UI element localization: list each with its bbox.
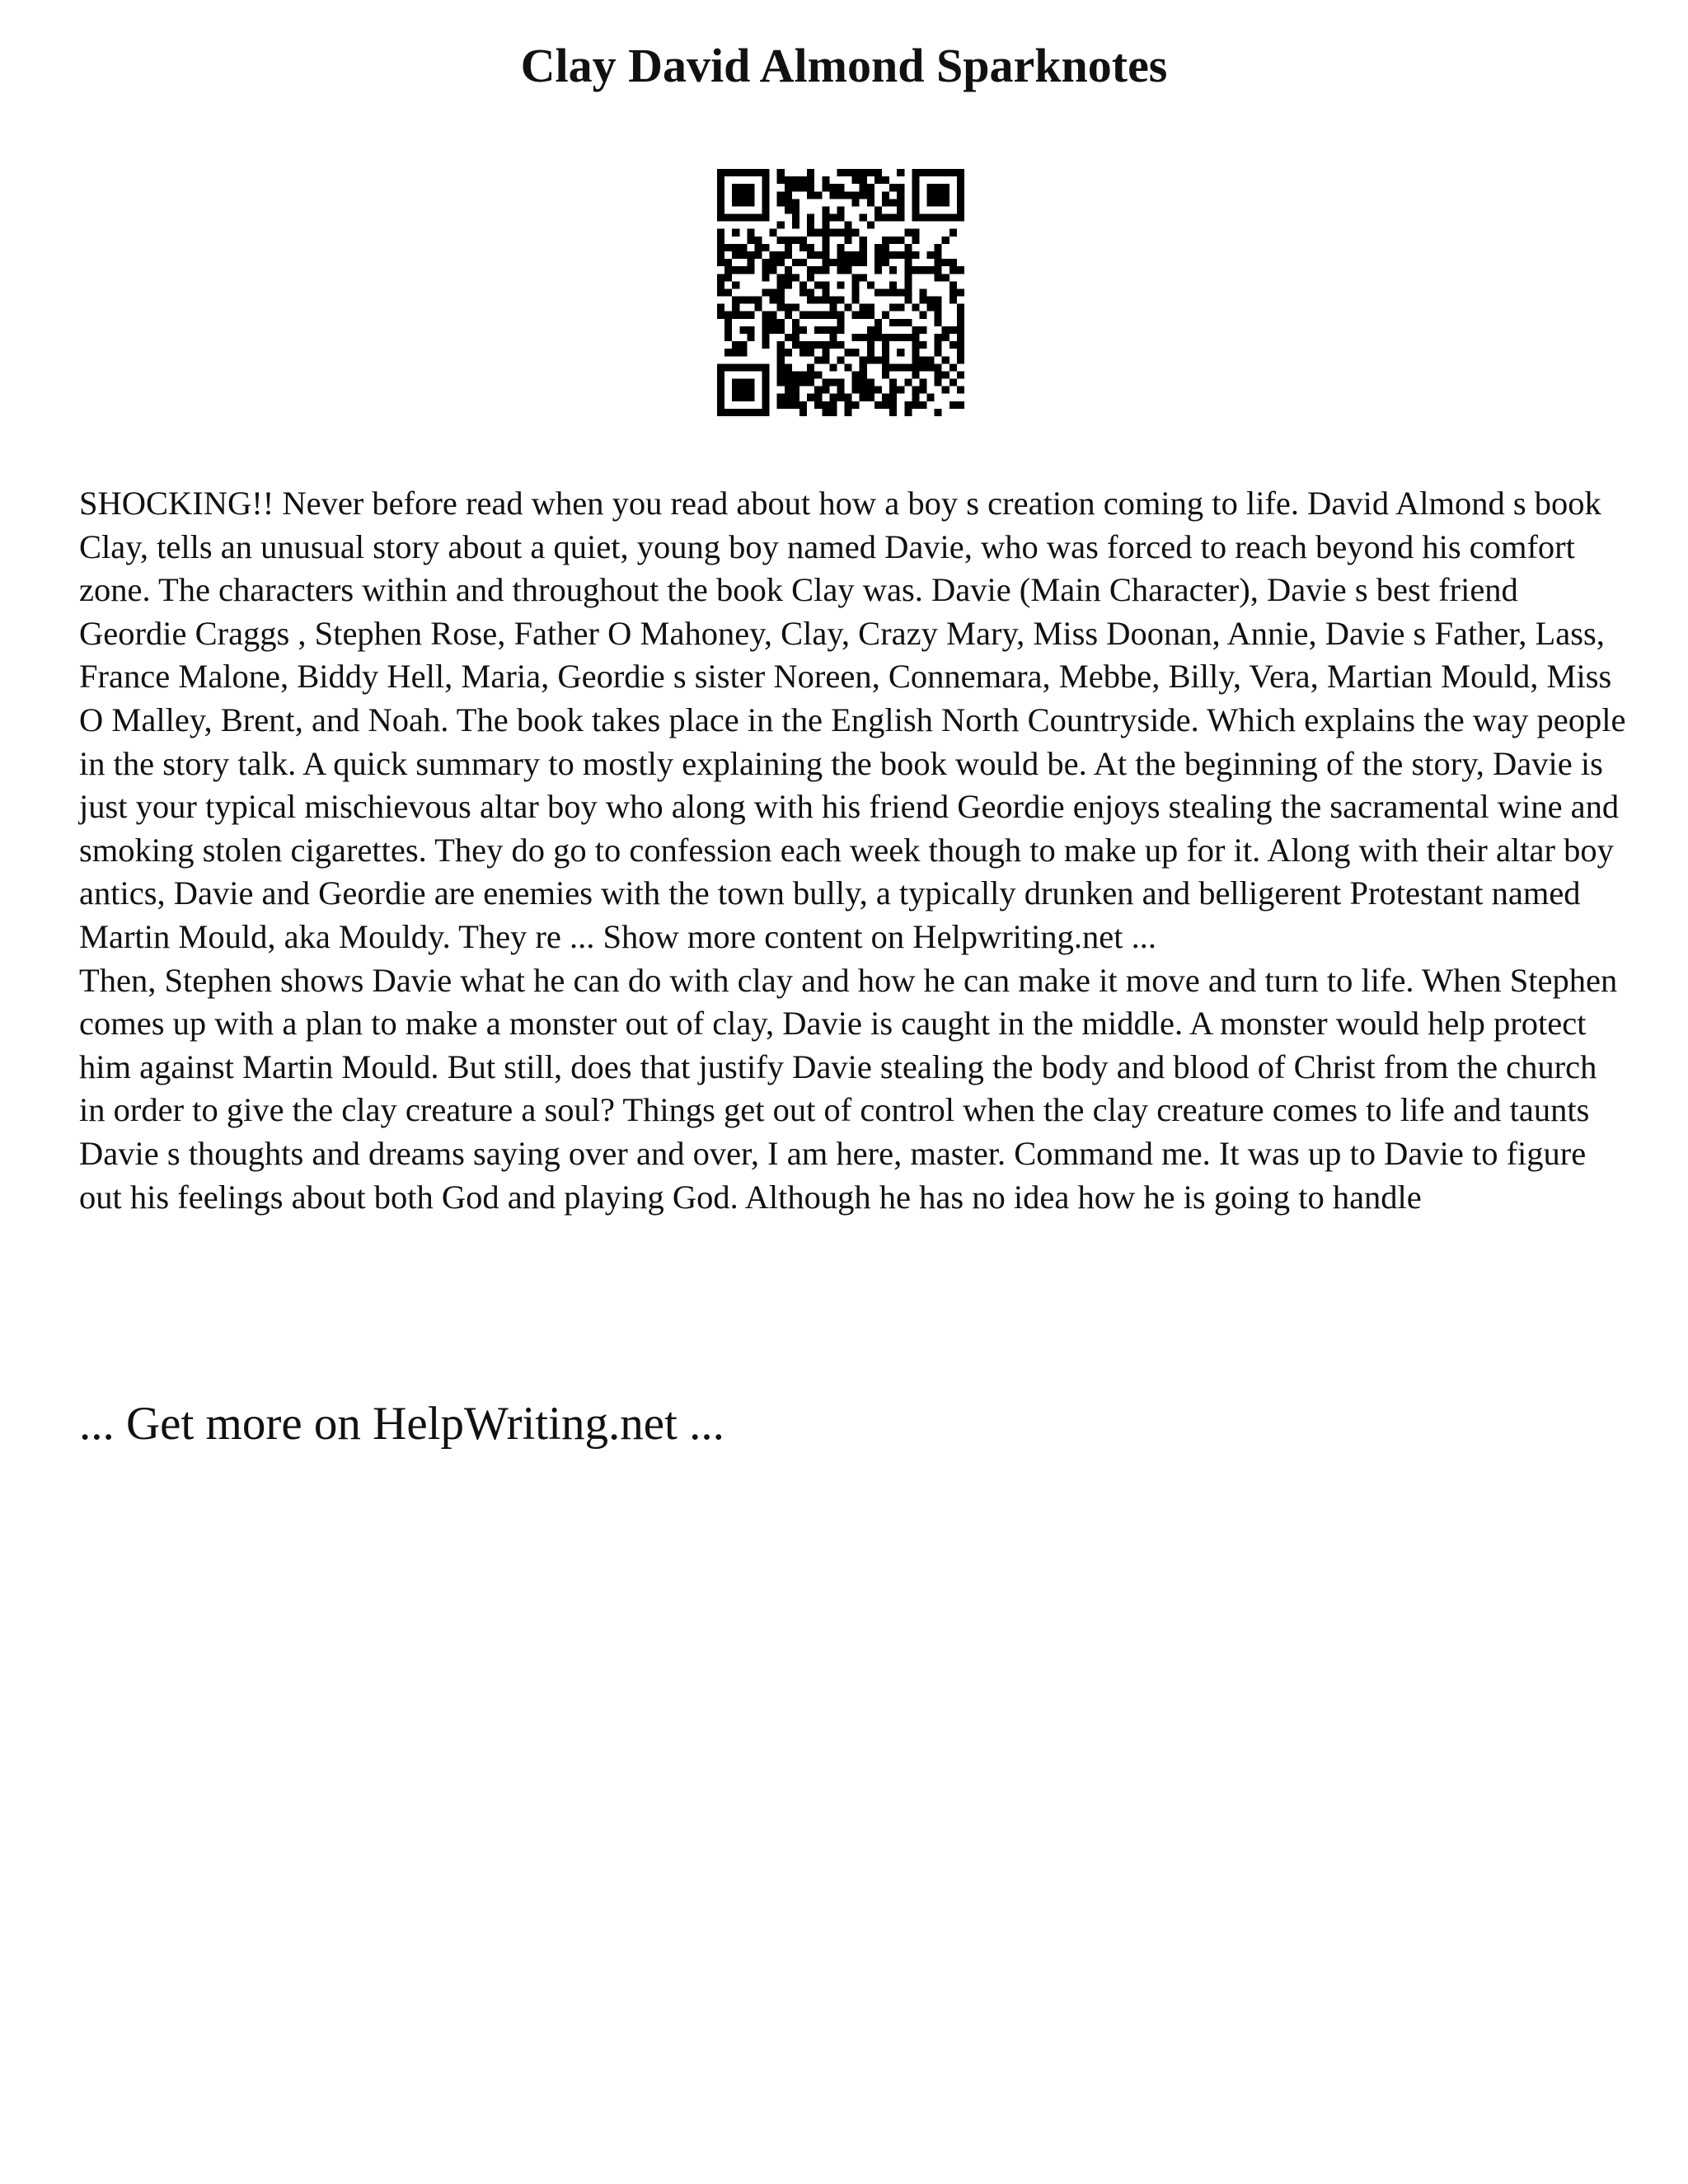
article-body [79, 482, 1629, 1219]
qr-code-icon [717, 169, 964, 416]
page-title: Clay David Almond Sparknotes [520, 39, 1168, 92]
get-more-link[interactable]: ... Get more on HelpWriting.net ... [79, 1398, 724, 1450]
paragraph: SHOCKING!! Never before read when you read about how a boy s creation coming to life. David Almond s book Clay, tells an unusual story about a quiet, young boy named Davie, who was forced to reach beyond his comfort zone. The characters within and throughout the book Clay was. Davie (Main Character), Davie s best friend Geordie Craggs , Stephen Rose, Father O Mahoney, Clay, Crazy Mary, Miss Doonan, Annie, Davie s Father, Lass, France Malone, Biddy Hell, Maria, Geordie s sister Noreen, Connemara, Mebbe, Billy, Vera, Martian Mould, Miss O Malley, Brent, and Noah. The book takes place in the English North Countryside. Which explains the way people in the story talk. A quick summary to mostly explaining the book would be. At the beginning of the story, Davie is just your typical mischievous altar boy who along with his friend Geordie enjoys stealing the sacramental wine and smoking stolen cigarettes. They do go to confession each week though to make up for it. Along with their altar boy antics, Davie and Geordie are enemies with the town bully, a typically drunken and belligerent Protestant named Martin Mould, aka Mouldy. They re ... Show more content on Helpwriting.net ... [79, 485, 1626, 955]
paragraph: Then, Stephen shows Davie what he can do with clay and how he can make it move and turn to life. When Stephen comes up with a plan to make a monster out of clay, Davie is caught in the middle. A monster would help protect him against Martin Mould. But still, does that justify Davie stealing the body and blood of Christ from the church in order to give the clay creature a soul? Things get out of control when the clay creature comes to life and taunts Davie s thoughts and dreams saying over and over, I am here, master. Command me. It was up to Davie to figure out his feelings about both God and playing God. Although he has no idea how he is going to handle [79, 961, 1618, 1216]
